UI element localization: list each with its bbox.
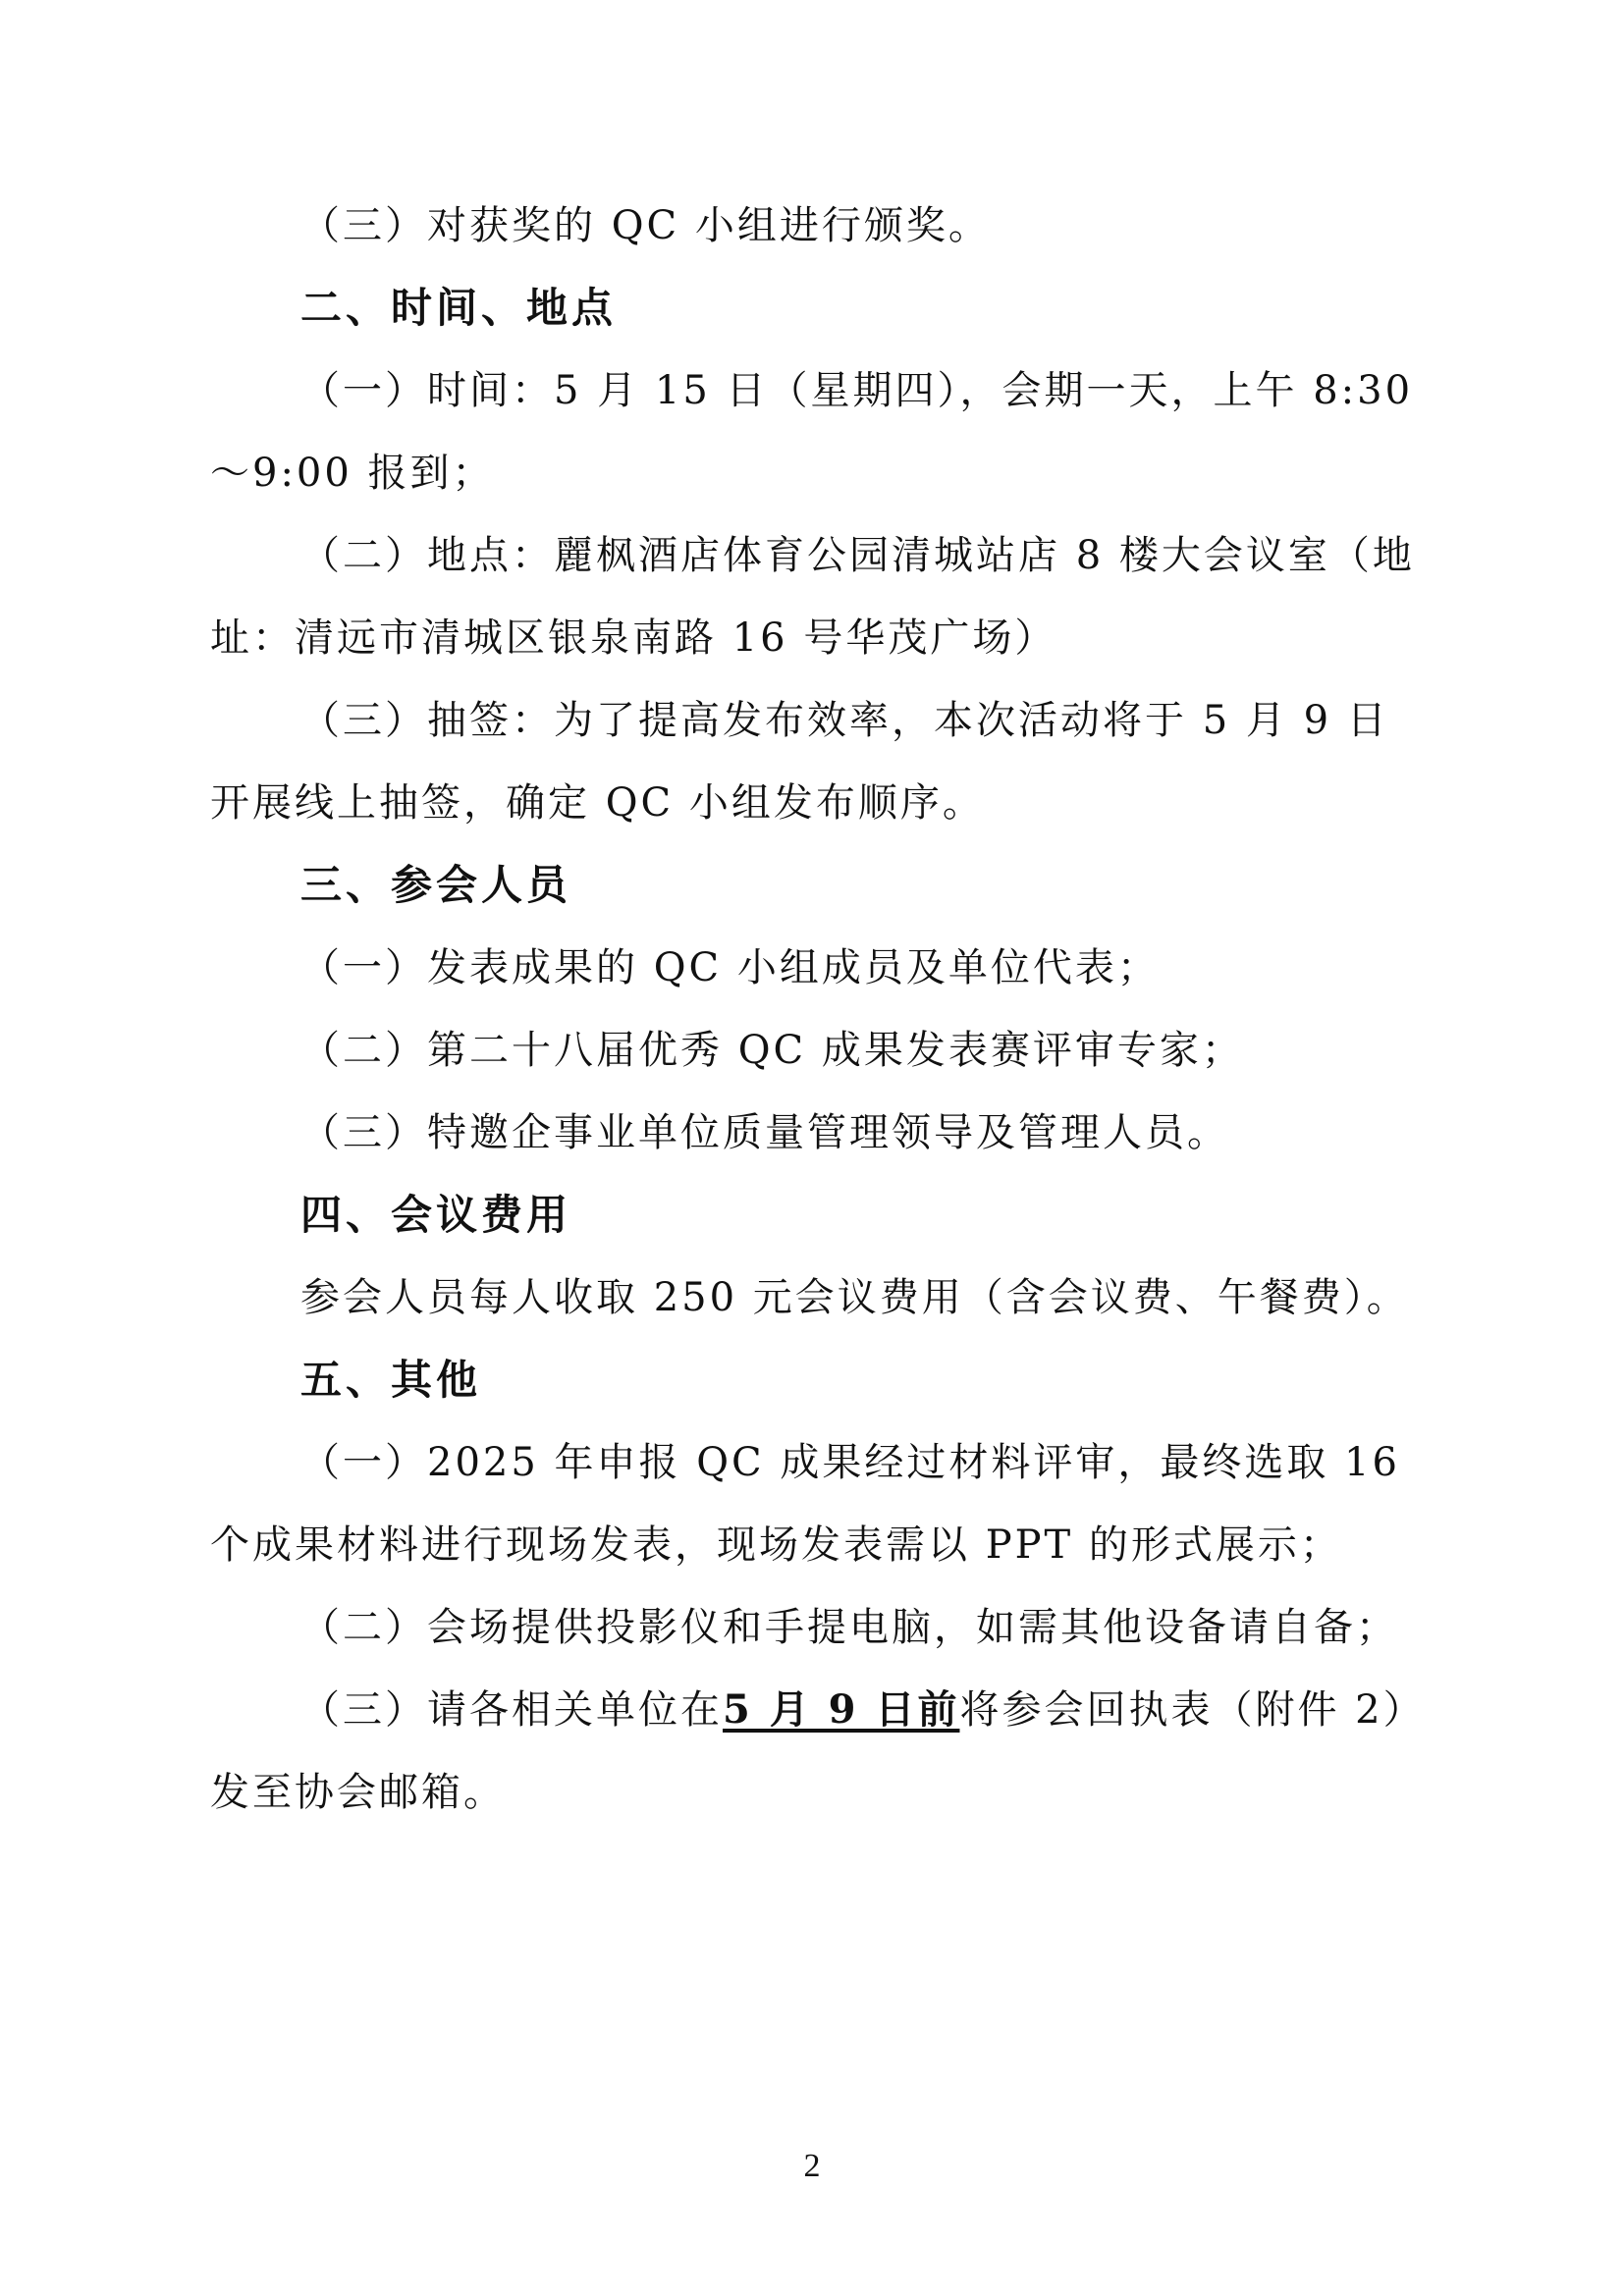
heading-time-place: 二、时间、地点: [300, 284, 618, 332]
paragraph-fees: 参会人员每人收取 250 元会议费用（含会议费、午餐费）。: [300, 1275, 1409, 1320]
paragraph-other-3: [210, 1669, 1428, 1834]
page-number: 2: [803, 2148, 821, 2184]
heading-fees: 四、会议费用: [300, 1191, 572, 1239]
paragraph-time: （一）时间：5 月 15 日（星期四），会期一天，上午 8:30～9:00 报到；: [210, 368, 1414, 496]
paragraph-attendees-1: （一）发表成果的 QC 小组成员及单位代表；: [300, 945, 1160, 990]
deadline-emphasis: 5 月 9 日前: [723, 1686, 960, 1733]
paragraph-place: （二）地点：麗枫酒店体育公园清城站店 8 楼大会议室（地址：清远市清城区银泉南路 16 号华茂广场）: [210, 533, 1415, 661]
paragraph-attendees-3: （三）特邀企事业单位质量管理领导及管理人员。: [300, 1110, 1229, 1155]
paragraph-attendees-2: （二）第二十八届优秀 QC 成果发表赛评审专家；: [300, 1028, 1244, 1073]
paragraph-other-3-after: 将参会回执表（附件 2）发至协会邮箱。: [210, 1687, 1426, 1815]
paragraph-draw: （三）抽签：为了提高发布效率，本次活动将于 5 月 9 日开展线上抽签，确定 QC 小组发布顺序。: [210, 698, 1389, 826]
paragraph-other-2: （二）会场提供投影仪和手提电脑，如需其他设备请自备；: [300, 1605, 1398, 1650]
heading-attendees: 三、参会人员: [300, 861, 572, 909]
paragraph-other-1: （一）2025 年申报 QC 成果经过材料评审，最终选取 16 个成果材料进行现场发表，现场发表需以 PPT 的形式展示；: [210, 1440, 1400, 1568]
heading-other: 五、其他: [300, 1356, 482, 1404]
paragraph-awards: （三）对获奖的 QC 小组进行颁奖。: [300, 203, 991, 248]
paragraph-other-3-before: （三）请各相关单位在: [300, 1687, 723, 1733]
